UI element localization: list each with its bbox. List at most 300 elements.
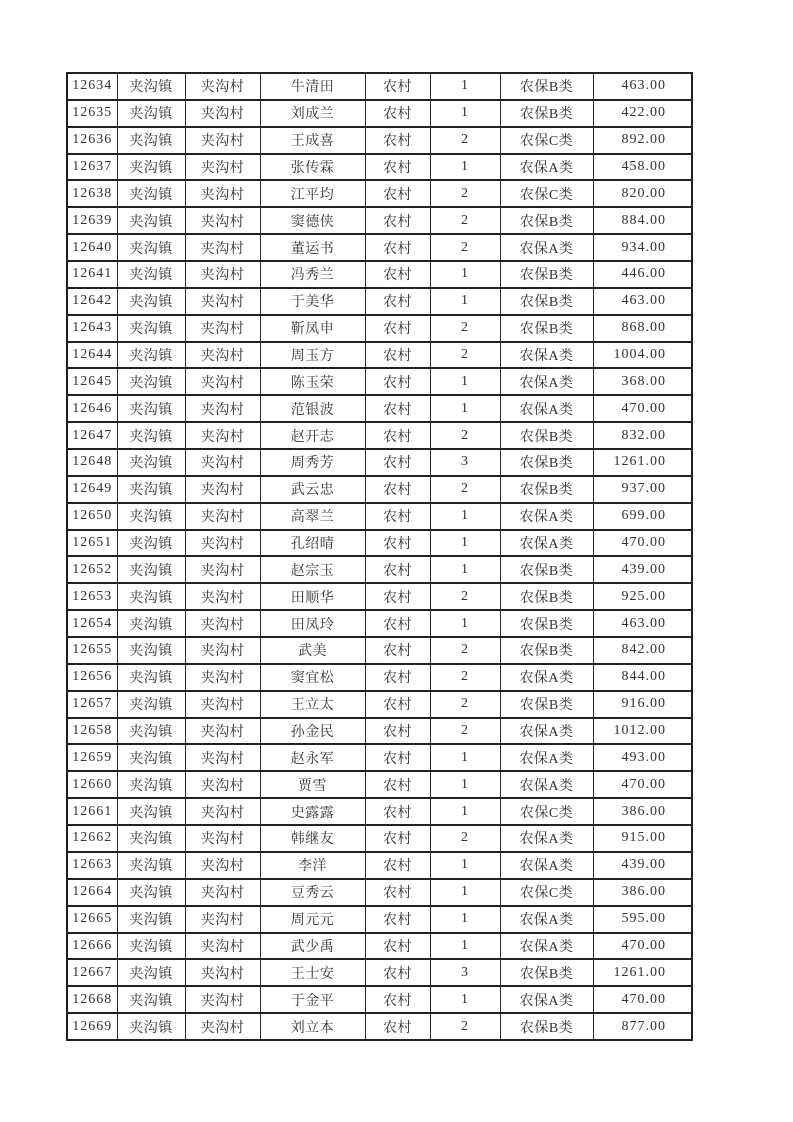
cell-insurance-category: 农保B类 <box>500 315 593 342</box>
cell-amount: 470.00 <box>593 395 692 422</box>
cell-person-count: 1 <box>430 556 500 583</box>
cell-town: 夹沟镇 <box>117 691 185 718</box>
cell-village: 夹沟村 <box>185 771 260 798</box>
cell-village: 夹沟村 <box>185 744 260 771</box>
cell-person-count: 1 <box>430 744 500 771</box>
cell-insurance-category: 农保A类 <box>500 503 593 530</box>
cell-village: 夹沟村 <box>185 288 260 315</box>
cell-residence-type: 农村 <box>365 1013 430 1040</box>
cell-insurance-category: 农保C类 <box>500 798 593 825</box>
cell-residence-type: 农村 <box>365 342 430 369</box>
cell-serial-no: 12642 <box>67 288 117 315</box>
cell-serial-no: 12669 <box>67 1013 117 1040</box>
cell-insurance-category: 农保A类 <box>500 664 593 691</box>
cell-person-count: 1 <box>430 933 500 960</box>
cell-residence-type: 农村 <box>365 906 430 933</box>
cell-town: 夹沟镇 <box>117 73 185 100</box>
cell-serial-no: 12657 <box>67 691 117 718</box>
cell-person-count: 2 <box>430 422 500 449</box>
cell-insurance-category: 农保A类 <box>500 234 593 261</box>
cell-insurance-category: 农保B类 <box>500 610 593 637</box>
cell-insurance-category: 农保B类 <box>500 288 593 315</box>
cell-village: 夹沟村 <box>185 825 260 852</box>
table-row <box>67 395 692 422</box>
cell-amount: 1012.00 <box>593 718 692 745</box>
cell-amount: 820.00 <box>593 180 692 207</box>
table-row <box>67 825 692 852</box>
cell-person-count: 1 <box>430 261 500 288</box>
cell-person-count: 1 <box>430 368 500 395</box>
cell-name: 武少禹 <box>260 933 365 960</box>
cell-name: 陈玉荣 <box>260 368 365 395</box>
cell-person-count: 2 <box>430 127 500 154</box>
cell-insurance-category: 农保B类 <box>500 207 593 234</box>
cell-name: 赵永军 <box>260 744 365 771</box>
cell-town: 夹沟镇 <box>117 771 185 798</box>
cell-name: 孔绍晴 <box>260 530 365 557</box>
cell-amount: 439.00 <box>593 556 692 583</box>
cell-name: 贾雪 <box>260 771 365 798</box>
table-row <box>67 718 692 745</box>
cell-person-count: 1 <box>430 530 500 557</box>
cell-residence-type: 农村 <box>365 691 430 718</box>
cell-amount: 832.00 <box>593 422 692 449</box>
cell-serial-no: 12655 <box>67 637 117 664</box>
cell-amount: 470.00 <box>593 771 692 798</box>
cell-person-count: 1 <box>430 154 500 181</box>
cell-name: 周玉方 <box>260 342 365 369</box>
cell-serial-no: 12645 <box>67 368 117 395</box>
cell-town: 夹沟镇 <box>117 422 185 449</box>
cell-insurance-category: 农保A类 <box>500 933 593 960</box>
cell-residence-type: 农村 <box>365 100 430 127</box>
cell-residence-type: 农村 <box>365 180 430 207</box>
cell-residence-type: 农村 <box>365 315 430 342</box>
cell-town: 夹沟镇 <box>117 933 185 960</box>
cell-insurance-category: 农保A类 <box>500 368 593 395</box>
cell-name: 王士安 <box>260 959 365 986</box>
cell-name: 赵宗玉 <box>260 556 365 583</box>
cell-serial-no: 12648 <box>67 449 117 476</box>
cell-amount: 493.00 <box>593 744 692 771</box>
cell-village: 夹沟村 <box>185 718 260 745</box>
cell-serial-no: 12641 <box>67 261 117 288</box>
cell-town: 夹沟镇 <box>117 798 185 825</box>
cell-town: 夹沟镇 <box>117 234 185 261</box>
table-row <box>67 234 692 261</box>
table-row <box>67 556 692 583</box>
cell-insurance-category: 农保A类 <box>500 154 593 181</box>
cell-person-count: 2 <box>430 718 500 745</box>
cell-amount: 386.00 <box>593 879 692 906</box>
cell-serial-no: 12634 <box>67 73 117 100</box>
insurance-record-table <box>66 72 693 1041</box>
cell-residence-type: 农村 <box>365 368 430 395</box>
cell-serial-no: 12644 <box>67 342 117 369</box>
cell-residence-type: 农村 <box>365 610 430 637</box>
cell-village: 夹沟村 <box>185 530 260 557</box>
cell-village: 夹沟村 <box>185 798 260 825</box>
cell-name: 周秀芳 <box>260 449 365 476</box>
table-row <box>67 100 692 127</box>
cell-amount: 386.00 <box>593 798 692 825</box>
cell-amount: 1261.00 <box>593 959 692 986</box>
cell-village: 夹沟村 <box>185 556 260 583</box>
cell-amount: 842.00 <box>593 637 692 664</box>
cell-amount: 892.00 <box>593 127 692 154</box>
cell-serial-no: 12666 <box>67 933 117 960</box>
cell-amount: 463.00 <box>593 73 692 100</box>
cell-amount: 925.00 <box>593 583 692 610</box>
cell-person-count: 2 <box>430 207 500 234</box>
cell-insurance-category: 农保A类 <box>500 852 593 879</box>
cell-amount: 446.00 <box>593 261 692 288</box>
cell-insurance-category: 农保A类 <box>500 530 593 557</box>
cell-village: 夹沟村 <box>185 933 260 960</box>
cell-amount: 439.00 <box>593 852 692 879</box>
cell-name: 江平均 <box>260 180 365 207</box>
table-row <box>67 664 692 691</box>
cell-person-count: 1 <box>430 771 500 798</box>
cell-name: 于美华 <box>260 288 365 315</box>
cell-insurance-category: 农保A类 <box>500 986 593 1013</box>
cell-insurance-category: 农保A类 <box>500 395 593 422</box>
cell-town: 夹沟镇 <box>117 315 185 342</box>
cell-insurance-category: 农保B类 <box>500 583 593 610</box>
cell-serial-no: 12663 <box>67 852 117 879</box>
table-row <box>67 610 692 637</box>
cell-town: 夹沟镇 <box>117 368 185 395</box>
cell-serial-no: 12664 <box>67 879 117 906</box>
cell-name: 田凤玲 <box>260 610 365 637</box>
cell-town: 夹沟镇 <box>117 180 185 207</box>
cell-village: 夹沟村 <box>185 879 260 906</box>
cell-insurance-category: 农保A类 <box>500 342 593 369</box>
cell-village: 夹沟村 <box>185 154 260 181</box>
cell-residence-type: 农村 <box>365 261 430 288</box>
cell-person-count: 2 <box>430 234 500 261</box>
cell-insurance-category: 农保B类 <box>500 422 593 449</box>
cell-amount: 422.00 <box>593 100 692 127</box>
cell-name: 武美 <box>260 637 365 664</box>
cell-serial-no: 12647 <box>67 422 117 449</box>
cell-village: 夹沟村 <box>185 315 260 342</box>
cell-insurance-category: 农保B类 <box>500 73 593 100</box>
cell-serial-no: 12651 <box>67 530 117 557</box>
cell-village: 夹沟村 <box>185 207 260 234</box>
cell-amount: 595.00 <box>593 906 692 933</box>
cell-residence-type: 农村 <box>365 234 430 261</box>
cell-serial-no: 12639 <box>67 207 117 234</box>
cell-insurance-category: 农保B类 <box>500 261 593 288</box>
table-row <box>67 180 692 207</box>
cell-person-count: 1 <box>430 610 500 637</box>
table-row <box>67 798 692 825</box>
cell-person-count: 2 <box>430 180 500 207</box>
cell-serial-no: 12660 <box>67 771 117 798</box>
cell-person-count: 1 <box>430 100 500 127</box>
table-body <box>67 73 692 1040</box>
table-row <box>67 449 692 476</box>
cell-insurance-category: 农保C类 <box>500 127 593 154</box>
cell-serial-no: 12659 <box>67 744 117 771</box>
cell-residence-type: 农村 <box>365 422 430 449</box>
cell-residence-type: 农村 <box>365 583 430 610</box>
cell-village: 夹沟村 <box>185 342 260 369</box>
cell-insurance-category: 农保C类 <box>500 879 593 906</box>
table-row <box>67 261 692 288</box>
cell-name: 靳凤申 <box>260 315 365 342</box>
cell-person-count: 2 <box>430 664 500 691</box>
cell-insurance-category: 农保B类 <box>500 691 593 718</box>
cell-person-count: 1 <box>430 986 500 1013</box>
cell-serial-no: 12668 <box>67 986 117 1013</box>
cell-residence-type: 农村 <box>365 476 430 503</box>
cell-serial-no: 12635 <box>67 100 117 127</box>
cell-serial-no: 12636 <box>67 127 117 154</box>
cell-name: 董运书 <box>260 234 365 261</box>
cell-person-count: 2 <box>430 342 500 369</box>
cell-person-count: 2 <box>430 315 500 342</box>
cell-insurance-category: 农保A类 <box>500 906 593 933</box>
table-row <box>67 207 692 234</box>
cell-village: 夹沟村 <box>185 422 260 449</box>
cell-amount: 1261.00 <box>593 449 692 476</box>
cell-amount: 877.00 <box>593 1013 692 1040</box>
cell-person-count: 3 <box>430 449 500 476</box>
cell-serial-no: 12637 <box>67 154 117 181</box>
cell-town: 夹沟镇 <box>117 261 185 288</box>
cell-residence-type: 农村 <box>365 664 430 691</box>
cell-name: 赵开志 <box>260 422 365 449</box>
cell-insurance-category: 农保C类 <box>500 180 593 207</box>
cell-residence-type: 农村 <box>365 154 430 181</box>
cell-person-count: 1 <box>430 395 500 422</box>
cell-amount: 470.00 <box>593 986 692 1013</box>
cell-town: 夹沟镇 <box>117 718 185 745</box>
cell-village: 夹沟村 <box>185 906 260 933</box>
cell-person-count: 3 <box>430 959 500 986</box>
cell-name: 张传霖 <box>260 154 365 181</box>
cell-amount: 937.00 <box>593 476 692 503</box>
table-row <box>67 933 692 960</box>
cell-residence-type: 农村 <box>365 288 430 315</box>
cell-residence-type: 农村 <box>365 449 430 476</box>
cell-insurance-category: 农保B类 <box>500 637 593 664</box>
table-row <box>67 637 692 664</box>
cell-person-count: 1 <box>430 73 500 100</box>
cell-insurance-category: 农保A类 <box>500 744 593 771</box>
cell-serial-no: 12656 <box>67 664 117 691</box>
table-row <box>67 127 692 154</box>
cell-town: 夹沟镇 <box>117 154 185 181</box>
cell-amount: 463.00 <box>593 610 692 637</box>
cell-insurance-category: 农保B类 <box>500 449 593 476</box>
cell-insurance-category: 农保B类 <box>500 1013 593 1040</box>
cell-name: 韩继友 <box>260 825 365 852</box>
table-row <box>67 771 692 798</box>
cell-amount: 934.00 <box>593 234 692 261</box>
cell-village: 夹沟村 <box>185 395 260 422</box>
cell-town: 夹沟镇 <box>117 100 185 127</box>
cell-insurance-category: 农保A类 <box>500 718 593 745</box>
cell-person-count: 2 <box>430 1013 500 1040</box>
cell-insurance-category: 农保B类 <box>500 556 593 583</box>
cell-residence-type: 农村 <box>365 744 430 771</box>
cell-person-count: 1 <box>430 288 500 315</box>
cell-person-count: 2 <box>430 825 500 852</box>
cell-village: 夹沟村 <box>185 503 260 530</box>
cell-serial-no: 12643 <box>67 315 117 342</box>
cell-residence-type: 农村 <box>365 637 430 664</box>
cell-town: 夹沟镇 <box>117 556 185 583</box>
cell-name: 武云忠 <box>260 476 365 503</box>
cell-serial-no: 12640 <box>67 234 117 261</box>
table-row <box>67 744 692 771</box>
table-row <box>67 959 692 986</box>
cell-amount: 868.00 <box>593 315 692 342</box>
cell-name: 史露露 <box>260 798 365 825</box>
table-row <box>67 154 692 181</box>
cell-name: 周元元 <box>260 906 365 933</box>
cell-town: 夹沟镇 <box>117 127 185 154</box>
cell-amount: 915.00 <box>593 825 692 852</box>
cell-amount: 844.00 <box>593 664 692 691</box>
cell-name: 于金平 <box>260 986 365 1013</box>
cell-village: 夹沟村 <box>185 959 260 986</box>
cell-name: 刘立本 <box>260 1013 365 1040</box>
table-row <box>67 368 692 395</box>
table-row <box>67 288 692 315</box>
cell-person-count: 2 <box>430 583 500 610</box>
cell-residence-type: 农村 <box>365 852 430 879</box>
cell-name: 王立太 <box>260 691 365 718</box>
cell-serial-no: 12654 <box>67 610 117 637</box>
cell-residence-type: 农村 <box>365 879 430 906</box>
cell-name: 窦宜松 <box>260 664 365 691</box>
cell-town: 夹沟镇 <box>117 852 185 879</box>
table-row <box>67 476 692 503</box>
cell-serial-no: 12646 <box>67 395 117 422</box>
cell-name: 豆秀云 <box>260 879 365 906</box>
cell-amount: 463.00 <box>593 288 692 315</box>
table-row <box>67 879 692 906</box>
cell-town: 夹沟镇 <box>117 637 185 664</box>
cell-insurance-category: 农保A类 <box>500 825 593 852</box>
cell-village: 夹沟村 <box>185 583 260 610</box>
cell-village: 夹沟村 <box>185 180 260 207</box>
cell-amount: 1004.00 <box>593 342 692 369</box>
cell-village: 夹沟村 <box>185 73 260 100</box>
cell-insurance-category: 农保B类 <box>500 100 593 127</box>
table-row <box>67 422 692 449</box>
cell-serial-no: 12638 <box>67 180 117 207</box>
cell-name: 田顺华 <box>260 583 365 610</box>
cell-residence-type: 农村 <box>365 718 430 745</box>
cell-village: 夹沟村 <box>185 691 260 718</box>
table-row <box>67 530 692 557</box>
cell-residence-type: 农村 <box>365 556 430 583</box>
table-row <box>67 1013 692 1040</box>
cell-serial-no: 12652 <box>67 556 117 583</box>
cell-village: 夹沟村 <box>185 1013 260 1040</box>
cell-serial-no: 12661 <box>67 798 117 825</box>
cell-residence-type: 农村 <box>365 73 430 100</box>
cell-town: 夹沟镇 <box>117 879 185 906</box>
cell-town: 夹沟镇 <box>117 395 185 422</box>
cell-name: 孙金民 <box>260 718 365 745</box>
table-row <box>67 503 692 530</box>
cell-serial-no: 12658 <box>67 718 117 745</box>
table-row <box>67 852 692 879</box>
table-row <box>67 906 692 933</box>
cell-person-count: 1 <box>430 852 500 879</box>
cell-town: 夹沟镇 <box>117 476 185 503</box>
cell-residence-type: 农村 <box>365 503 430 530</box>
cell-residence-type: 农村 <box>365 986 430 1013</box>
cell-village: 夹沟村 <box>185 100 260 127</box>
cell-village: 夹沟村 <box>185 476 260 503</box>
cell-name: 李洋 <box>260 852 365 879</box>
cell-name: 王成喜 <box>260 127 365 154</box>
cell-town: 夹沟镇 <box>117 530 185 557</box>
cell-village: 夹沟村 <box>185 986 260 1013</box>
cell-town: 夹沟镇 <box>117 583 185 610</box>
cell-town: 夹沟镇 <box>117 342 185 369</box>
table-row <box>67 691 692 718</box>
cell-residence-type: 农村 <box>365 825 430 852</box>
cell-insurance-category: 农保B类 <box>500 476 593 503</box>
cell-person-count: 1 <box>430 798 500 825</box>
cell-name: 高翠兰 <box>260 503 365 530</box>
cell-village: 夹沟村 <box>185 852 260 879</box>
cell-town: 夹沟镇 <box>117 449 185 476</box>
cell-amount: 458.00 <box>593 154 692 181</box>
table-row <box>67 315 692 342</box>
cell-serial-no: 12667 <box>67 959 117 986</box>
cell-person-count: 2 <box>430 691 500 718</box>
cell-residence-type: 农村 <box>365 959 430 986</box>
cell-village: 夹沟村 <box>185 664 260 691</box>
table-row <box>67 73 692 100</box>
table-row <box>67 583 692 610</box>
cell-serial-no: 12665 <box>67 906 117 933</box>
cell-serial-no: 12650 <box>67 503 117 530</box>
cell-person-count: 1 <box>430 906 500 933</box>
cell-village: 夹沟村 <box>185 637 260 664</box>
cell-town: 夹沟镇 <box>117 906 185 933</box>
cell-village: 夹沟村 <box>185 234 260 261</box>
cell-amount: 470.00 <box>593 530 692 557</box>
table-row <box>67 986 692 1013</box>
cell-town: 夹沟镇 <box>117 610 185 637</box>
cell-residence-type: 农村 <box>365 127 430 154</box>
cell-person-count: 1 <box>430 503 500 530</box>
cell-village: 夹沟村 <box>185 449 260 476</box>
cell-town: 夹沟镇 <box>117 503 185 530</box>
cell-town: 夹沟镇 <box>117 959 185 986</box>
cell-town: 夹沟镇 <box>117 825 185 852</box>
cell-serial-no: 12662 <box>67 825 117 852</box>
cell-town: 夹沟镇 <box>117 986 185 1013</box>
cell-town: 夹沟镇 <box>117 744 185 771</box>
cell-residence-type: 农村 <box>365 207 430 234</box>
cell-residence-type: 农村 <box>365 530 430 557</box>
cell-person-count: 2 <box>430 637 500 664</box>
cell-residence-type: 农村 <box>365 771 430 798</box>
cell-name: 窦德侠 <box>260 207 365 234</box>
cell-town: 夹沟镇 <box>117 1013 185 1040</box>
